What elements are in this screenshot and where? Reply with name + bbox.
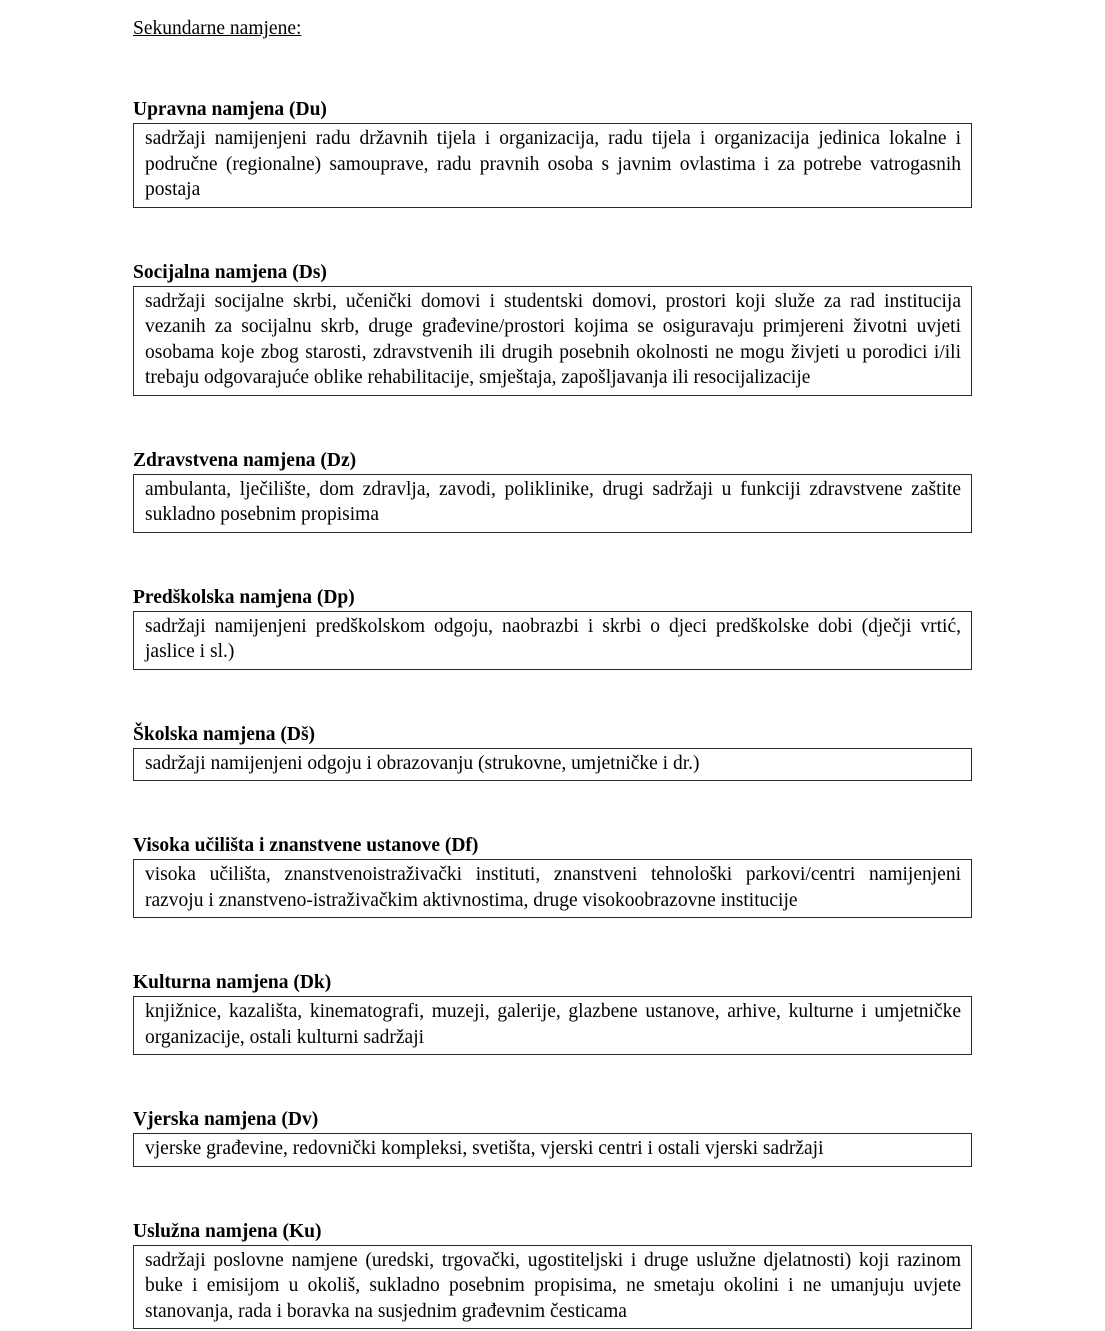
section-body-text: sadržaji socijalne skrbi, učenički domovi i studentski domovi, prostori koji služe za rad institucija vezanih za socijalnu skrb, druge građevine/prostori kojima se osiguravaju primjereni životni uvjeti osobama koje zbog starosti, zdravstvenih ili drugih posebnih okolnosti ne mogu živjeti u porodici i/ili trebaju odgovarajuće oblike rehabilitacije, smještaja, zapošljavanja ili resocijalizacije: [145, 290, 961, 388]
section-text-box: [133, 286, 972, 396]
section-heading: Vjerska namjena (Dv): [133, 1109, 319, 1130]
section-socijalna-namjena: [133, 261, 972, 396]
section-upravna-namjena: [133, 98, 972, 208]
section-zdravstvena-namjena: [133, 449, 972, 533]
section-heading: Uslužna namjena (Ku): [133, 1220, 322, 1242]
section-heading: Upravna namjena (Du): [133, 99, 327, 120]
section-text-box: [133, 1133, 972, 1167]
section-text-box: [133, 859, 972, 918]
section-text-box: [133, 123, 972, 208]
page-title: Sekundarne namjene:: [133, 18, 302, 39]
section-visoka-ucilista: [133, 834, 972, 918]
section-body-text: ambulanta, lječilište, dom zdravlja, zavodi, poliklinike, drugi sadržaji u funkciji zdravstvene zaštite sukladno posebnim propisima: [145, 478, 961, 525]
section-body-text: sadržaji namijenjeni predškolskom odgoju, naobrazbi i skrbi o djeci predškolske dobi (dječji vrtić, jaslice i sl.): [145, 615, 961, 662]
section-text-box: [133, 996, 972, 1055]
section-heading: Predškolska namjena (Dp): [133, 586, 355, 608]
section-kulturna-namjena: [133, 971, 972, 1055]
section-heading: Zdravstvena namjena (Dz): [133, 449, 357, 471]
section-body-text: vjerske građevine, redovnički kompleksi, svetišta, vjerski centri i ostali vjerski sadržaji: [145, 1138, 824, 1159]
section-heading: Kulturna namjena (Dk): [133, 972, 332, 993]
section-heading: Socijalna namjena (Ds): [133, 261, 327, 283]
section-skolska-namjena: [133, 723, 972, 782]
section-predskolska-namjena: [133, 586, 972, 670]
section-body-text: sadržaji namijenjeni radu državnih tijela i organizacija, radu tijela i organizacija jedinica lokalne i područne (regionalne) samouprave, radu pravnih osoba s javnim ovlastima i za potrebe vatrogasnih postaja: [145, 128, 961, 200]
section-text-box: [133, 611, 972, 670]
section-body-text: sadržaji namijenjeni odgoju i obrazovanju (strukovne, umjetničke i dr.): [145, 752, 700, 774]
section-body-text: visoka učilišta, znanstvenoistraživački instituti, znanstveni tehnološki parkovi/centri namijenjeni razvoju i znanstveno-istraživačkim aktivnostima, druge visokoobrazovne institucije: [145, 864, 961, 911]
section-text-box: [133, 748, 972, 782]
section-heading: Školska namjena (Dš): [133, 723, 316, 745]
section-vjerska-namjena: [133, 1108, 972, 1167]
section-body-text: knjižnice, kazališta, kinematografi, muzeji, galerije, glazbene ustanove, arhive, kulturne i umjetničke organizacije, ostali kulturni sadržaji: [145, 1001, 961, 1048]
section-body-text: sadržaji poslovne namjene (uredski, trgovački, ugostiteljski i druge uslužne djelatnosti) koji razinom buke i emisijom u okoliš, sukladno posebnim propisima, ne smetaju okolini i ne umanjuju uvjete stanovanja, rada i boravka na susjednim građevnim česticama: [145, 1249, 961, 1322]
section-usluzna-namjena: [133, 1220, 972, 1330]
section-text-box: [133, 474, 972, 533]
section-text-box: [133, 1245, 972, 1330]
section-heading: Visoka učilišta i znanstvene ustanove (Df): [133, 835, 479, 856]
